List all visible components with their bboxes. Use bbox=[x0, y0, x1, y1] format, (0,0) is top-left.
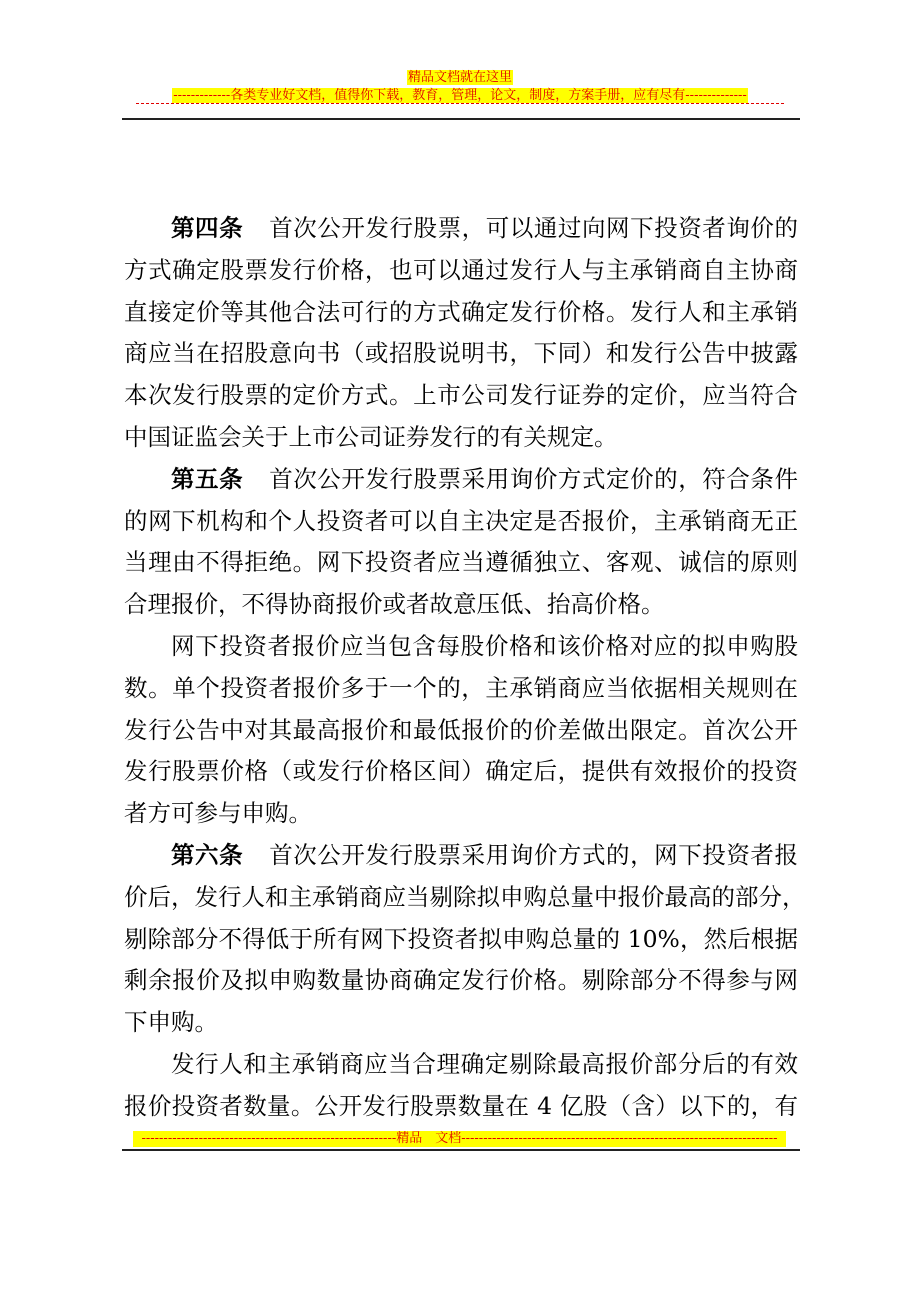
paragraph-line bbox=[124, 459, 798, 501]
line-text: 当理由不得拒绝。网下投资者应当遵循独立、客观、诚信的原则 bbox=[124, 548, 798, 577]
line-text: 网下投资者报价应当包含每股价格和该价格对应的拟申购股 bbox=[171, 631, 798, 660]
line-text: 的网下机构和个人投资者可以自主决定是否报价，主承销商无正 bbox=[124, 506, 798, 535]
line-text: 价后，发行人和主承销商应当剔除拟申购总量中报价最高的部分， bbox=[124, 882, 806, 911]
paragraph-line bbox=[124, 710, 798, 752]
header-title: 精品文档就在这里 bbox=[407, 70, 512, 85]
paragraph bbox=[124, 626, 798, 835]
article-label: 第五条 bbox=[171, 464, 244, 493]
line-text: 发行人和主承销商应当合理确定剔除最高报价部分后的有效 bbox=[171, 1049, 798, 1078]
line-text: 者方可参与申购。 bbox=[124, 799, 312, 828]
paragraph-line bbox=[124, 1086, 798, 1128]
article-label: 第四条 bbox=[171, 214, 244, 242]
line-text: 首次公开发行股票，可以通过向网下投资者询价的 bbox=[269, 214, 798, 242]
line-text: 剔除部分不得低于所有网下投资者拟申购总量的 10%，然后根据 bbox=[124, 924, 798, 953]
line-text: 发行公告中对其最高报价和最低报价的价差做出限定。首次公开 bbox=[124, 715, 798, 744]
paragraph-line bbox=[124, 877, 806, 919]
paragraph-line bbox=[124, 375, 798, 417]
paragraph-line bbox=[124, 208, 798, 250]
paragraph-line bbox=[124, 626, 798, 668]
line-text: 下申购。 bbox=[124, 1008, 218, 1037]
header-title-row bbox=[0, 66, 920, 86]
paragraph-line bbox=[124, 919, 798, 961]
line-text: 剩余报价及拟申购数量协商确定发行价格。剔除部分不得参与网 bbox=[124, 966, 798, 995]
header-dashed-divider bbox=[136, 103, 784, 104]
paragraph bbox=[124, 208, 798, 459]
paragraph-line bbox=[124, 292, 798, 334]
paragraph bbox=[124, 459, 798, 626]
paragraph-line bbox=[124, 501, 798, 543]
line-text: 方式确定股票发行价格，也可以通过发行人与主承销商自主协商 bbox=[124, 255, 798, 284]
paragraph-line bbox=[124, 417, 798, 459]
paragraph-line bbox=[124, 584, 798, 626]
line-text: 首次公开发行股票采用询价方式的，网下投资者报 bbox=[269, 840, 798, 869]
line-text: 本次发行股票的定价方式。上市公司发行证券的定价，应当符合 bbox=[124, 381, 798, 410]
line-text: 中国证监会关于上市公司证券发行的有关规定。 bbox=[124, 422, 618, 451]
paragraph-line bbox=[124, 960, 798, 1002]
header-rule bbox=[122, 118, 800, 120]
footer-rule bbox=[122, 1149, 800, 1151]
footer-banner: ----------------------------------------------------------精品 文档------------------------------------------------------------------------ bbox=[133, 1131, 786, 1147]
header-slogan: -------------各类专业好文档，值得你下载，教育，管理，论文，制度，方案手册，应有尽有-------------- bbox=[173, 88, 747, 103]
article-label: 第六条 bbox=[171, 840, 244, 869]
paragraph-line bbox=[124, 835, 798, 877]
paragraph-line bbox=[124, 542, 798, 584]
paragraph-line bbox=[124, 250, 798, 292]
line-text: 商应当在招股意向书（或招股说明书，下同）和发行公告中披露 bbox=[124, 339, 798, 368]
paragraph-line bbox=[124, 793, 798, 835]
header-slogan-row bbox=[0, 84, 920, 104]
paragraph-line bbox=[124, 751, 798, 793]
line-text: 首次公开发行股票采用询价方式定价的，符合条件 bbox=[269, 464, 798, 493]
line-text: 合理报价，不得协商报价或者故意压低、抬高价格。 bbox=[124, 590, 665, 619]
line-text: 发行股票价格（或发行价格区间）确定后，提供有效报价的投资 bbox=[124, 757, 798, 786]
paragraph-line bbox=[124, 333, 798, 375]
paragraph-line bbox=[124, 668, 798, 710]
line-text: 报价投资者数量。公开发行股票数量在 4 亿股（含）以下的，有 bbox=[124, 1091, 798, 1120]
paragraph bbox=[124, 1044, 798, 1128]
line-text: 数。单个投资者报价多于一个的，主承销商应当依据相关规则在 bbox=[124, 673, 798, 702]
paragraph bbox=[124, 835, 806, 1044]
paragraph-line bbox=[124, 1002, 798, 1044]
paragraph-line bbox=[124, 1044, 798, 1086]
line-text: 直接定价等其他合法可行的方式确定发行价格。发行人和主承销 bbox=[124, 297, 798, 326]
document-body bbox=[124, 208, 806, 1128]
